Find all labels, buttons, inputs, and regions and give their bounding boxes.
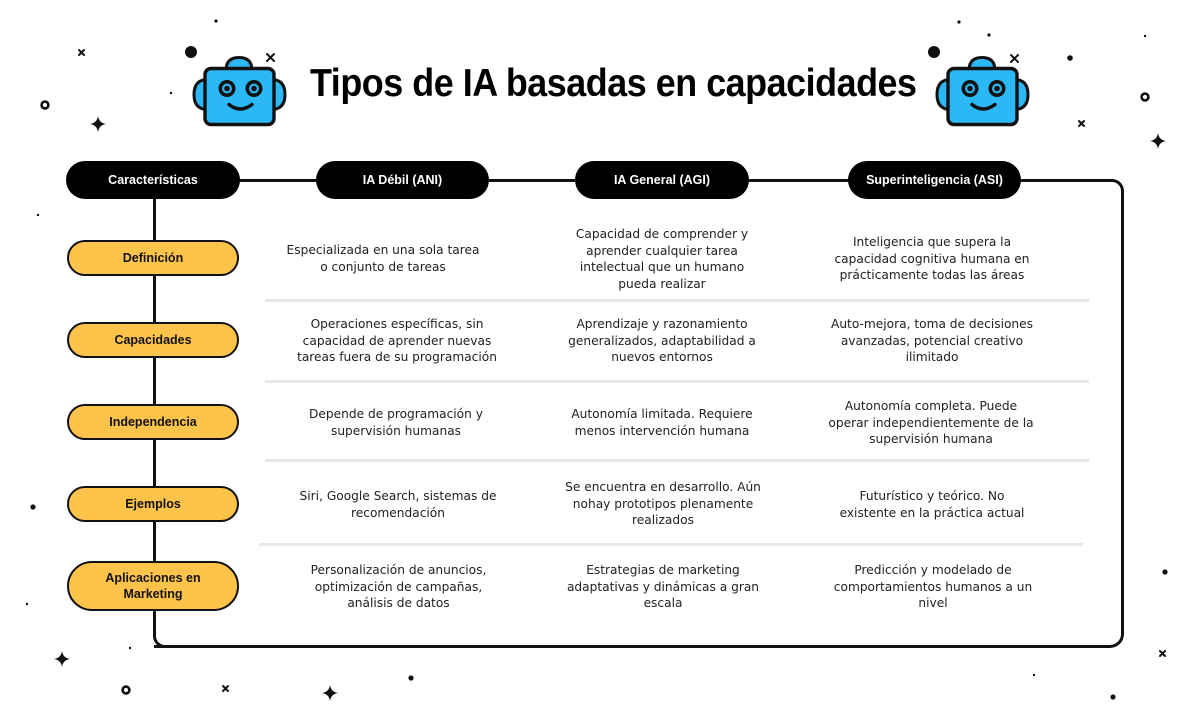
cell-independencia-agi: Autonomía limitada. Requiere menos intervención humana xyxy=(571,407,753,438)
cell-capacidades-asi: Auto-mejora, toma de decisiones avanzadas, potencial creativo ilimitado xyxy=(830,317,1033,364)
row-divider xyxy=(265,459,1089,462)
page-title: Tipos de IA basadas en capacidades xyxy=(310,62,917,105)
cell-marketing-ani: Personalización de anuncios, optimización de campañas, análisis de datos xyxy=(310,563,487,610)
row-label-ejemplos: Ejemplos xyxy=(67,486,239,522)
cell-definicion-asi: Inteligencia que supera la capacidad cognitiva humana en prácticamente todas las áreas xyxy=(834,235,1030,282)
row-divider xyxy=(265,299,1089,302)
cell-marketing-asi: Predicción y modelado de comportamientos humanos a un nivel xyxy=(833,563,1033,610)
row-divider xyxy=(259,543,1083,546)
row-label-capacidades: Capacidades xyxy=(67,322,239,358)
robot-icon xyxy=(191,52,291,132)
column-header-agi: IA General (AGI) xyxy=(575,161,749,199)
row-divider xyxy=(265,380,1089,383)
header-caracteristicas: Características xyxy=(66,161,240,199)
cell-capacidades-agi: Aprendizaje y razonamiento generalizados, adaptabilidad a nuevos entornos xyxy=(568,317,756,364)
column-header-asi: Superinteligencia (ASI) xyxy=(848,161,1021,199)
cell-definicion-ani: Especializada en una sola tarea o conjunto de tareas xyxy=(286,243,480,274)
cell-independencia-ani: Depende de programación y supervisión humanas xyxy=(309,407,483,438)
cell-independencia-asi: Autonomía completa. Puede operar independientemente de la supervisión humana xyxy=(828,399,1034,446)
cell-definicion-agi: Capacidad de comprender y aprender cualquier tarea intelectual que un humano pueda realizar xyxy=(575,227,749,291)
cell-ejemplos-asi: Futurístico y teórico. No existente en la práctica actual xyxy=(839,489,1025,520)
robot-icon xyxy=(934,52,1034,132)
row-label-independencia: Independencia xyxy=(67,404,239,440)
cell-ejemplos-ani: Siri, Google Search, sistemas de recomendación xyxy=(299,489,497,520)
cell-capacidades-ani: Operaciones específicas, sin capacidad de aprender nuevas tareas fuera de su programación xyxy=(297,317,497,364)
row-label-aplicaciones-marketing: Aplicaciones en Marketing xyxy=(67,561,239,611)
cell-ejemplos-agi: Se encuentra en desarrollo. Aún nohay prototipos plenamente realizados xyxy=(565,480,761,527)
column-header-ani: IA Débil (ANI) xyxy=(316,161,489,199)
row-label-definicion: Definición xyxy=(67,240,239,276)
cell-marketing-agi: Estrategias de marketing adaptativas y dinámicas a gran escala xyxy=(566,563,760,610)
